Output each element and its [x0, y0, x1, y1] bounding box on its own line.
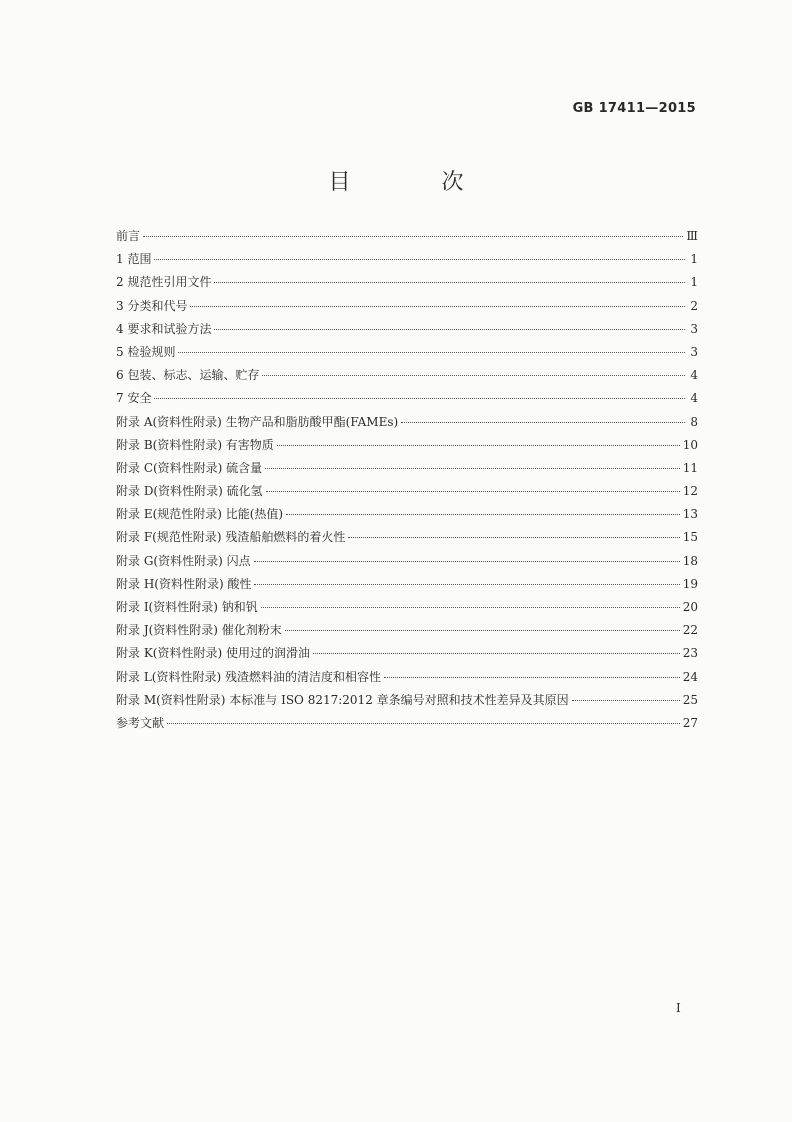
toc-entry-safety[interactable]: [116, 389, 698, 412]
toc-entry-label: 3 分类和代号: [116, 298, 188, 313]
toc-entry-page: 3: [690, 344, 698, 359]
toc-entry-label: 附录 A(资料性附录) 生物产品和脂肪酸甲酯(FAMEs): [116, 414, 399, 429]
dot-leader: [154, 259, 685, 260]
toc-entry-label: 附录 C(资料性附录) 硫含量: [116, 460, 263, 475]
toc-entry-label: 附录 D(资料性附录) 硫化氢: [116, 484, 263, 499]
dot-leader: [214, 329, 685, 330]
dot-leader: [214, 282, 685, 283]
toc-entry-page: 22: [682, 623, 698, 638]
toc-entry-label: 附录 M(资料性附录) 本标准与 ISO 8217:2012 章条编号对照和技术性差异及其原因: [116, 692, 569, 707]
dot-leader: [348, 537, 679, 538]
toc-entry-page: 2: [690, 298, 698, 313]
toc-entry-annex-e[interactable]: [116, 505, 698, 528]
toc-entry-label: 附录 L(资料性附录) 残渣燃料油的清洁度和相容性: [116, 669, 381, 684]
toc-entry-label: 附录 E(规范性附录) 比能(热值): [116, 507, 284, 522]
toc-entry-label: 2 规范性引用文件: [116, 275, 212, 290]
toc-entry-page: 23: [682, 646, 698, 661]
toc-entry-label: 附录 H(资料性附录) 酸性: [116, 576, 252, 591]
dot-leader: [254, 584, 679, 585]
toc-entry-page: 18: [682, 553, 698, 568]
toc-entry-label: 前言: [116, 229, 141, 243]
toc-entry-annex-j[interactable]: [116, 621, 698, 644]
toc-entry-page: 8: [690, 414, 698, 429]
dot-leader: [313, 653, 680, 654]
dot-leader: [178, 352, 685, 353]
toc-entry-page: 25: [682, 692, 698, 707]
toc-entry-annex-c[interactable]: [116, 459, 698, 482]
dot-leader: [266, 491, 680, 492]
dot-leader: [277, 445, 680, 446]
toc-entry-foreword[interactable]: [116, 227, 698, 250]
toc-entry-page: 4: [690, 368, 698, 383]
dot-leader: [154, 398, 685, 399]
dot-leader: [572, 700, 680, 701]
toc-entry-annex-g[interactable]: [116, 552, 698, 575]
dot-leader: [143, 236, 683, 237]
toc-entry-page: 20: [682, 600, 698, 614]
toc-entry-page: 12: [682, 484, 698, 499]
dot-leader: [254, 561, 680, 562]
dot-leader: [265, 468, 680, 469]
toc-entry-annex-k[interactable]: [116, 644, 698, 667]
toc-entry-label: 4 要求和试验方法: [116, 321, 212, 336]
toc-entry-requirements[interactable]: [116, 320, 698, 343]
toc-entry-bibliography[interactable]: [116, 714, 698, 737]
page-number: I: [676, 1001, 681, 1015]
toc-entry-label: 5 检验规则: [116, 344, 176, 359]
toc-entry-label: 1 范围: [116, 252, 152, 267]
toc-entry-page: 3: [690, 321, 698, 336]
toc-entry-label: 附录 K(资料性附录) 使用过的润滑油: [116, 646, 310, 661]
dot-leader: [261, 607, 680, 608]
toc-entry-annex-i[interactable]: [116, 598, 698, 621]
toc-entry-normative-references[interactable]: [116, 273, 698, 296]
dot-leader: [190, 306, 685, 307]
toc-entry-page: 24: [682, 669, 698, 684]
toc-entry-packaging[interactable]: [116, 366, 698, 389]
dot-leader: [167, 723, 680, 724]
toc-entry-label: 附录 G(资料性附录) 闪点: [116, 553, 251, 568]
dot-leader: [285, 630, 680, 631]
dot-leader: [401, 422, 685, 423]
toc-entry-label: 参考文献: [116, 715, 165, 730]
standard-code: GB 17411—2015: [572, 101, 696, 116]
toc-entry-page: 10: [682, 437, 698, 452]
toc-entry-annex-a[interactable]: [116, 413, 698, 436]
toc-entry-annex-b[interactable]: [116, 436, 698, 459]
toc-entry-page: Ⅲ: [686, 229, 698, 243]
toc-entry-page: 11: [682, 460, 698, 475]
toc-entry-annex-f[interactable]: [116, 528, 698, 551]
dot-leader: [384, 677, 680, 678]
toc-entry-label: 7 安全: [116, 391, 152, 406]
toc-entry-page: 19: [682, 576, 698, 591]
toc-entry-label: 附录 J(资料性附录) 催化剂粉末: [116, 623, 282, 638]
toc-entry-label: 附录 I(资料性附录) 钠和钒: [116, 600, 258, 614]
toc-entry-label: 6 包装、标志、运输、贮存: [116, 368, 260, 383]
dot-leader: [262, 375, 685, 376]
toc-entry-scope[interactable]: [116, 250, 698, 273]
page-title: 目 次: [328, 170, 506, 195]
toc-entry-page: 15: [682, 530, 698, 545]
toc-entry-label: 附录 B(资料性附录) 有害物质: [116, 437, 274, 452]
toc-entry-page: 4: [690, 391, 698, 406]
toc-entry-page: 27: [682, 715, 698, 730]
toc-entry-annex-h[interactable]: [116, 575, 698, 598]
toc-entry-inspection-rules[interactable]: [116, 343, 698, 366]
toc-entry-annex-m[interactable]: [116, 691, 698, 714]
dot-leader: [286, 514, 680, 515]
table-of-contents: [116, 227, 698, 737]
toc-entry-annex-l[interactable]: [116, 668, 698, 691]
toc-entry-page: 13: [682, 507, 698, 522]
toc-entry-page: 1: [690, 275, 698, 290]
toc-entry-label: 附录 F(规范性附录) 残渣船舶燃料的着火性: [116, 530, 346, 545]
toc-entry-page: 1: [690, 252, 698, 267]
toc-entry-annex-d[interactable]: [116, 482, 698, 505]
toc-entry-classification[interactable]: [116, 297, 698, 320]
